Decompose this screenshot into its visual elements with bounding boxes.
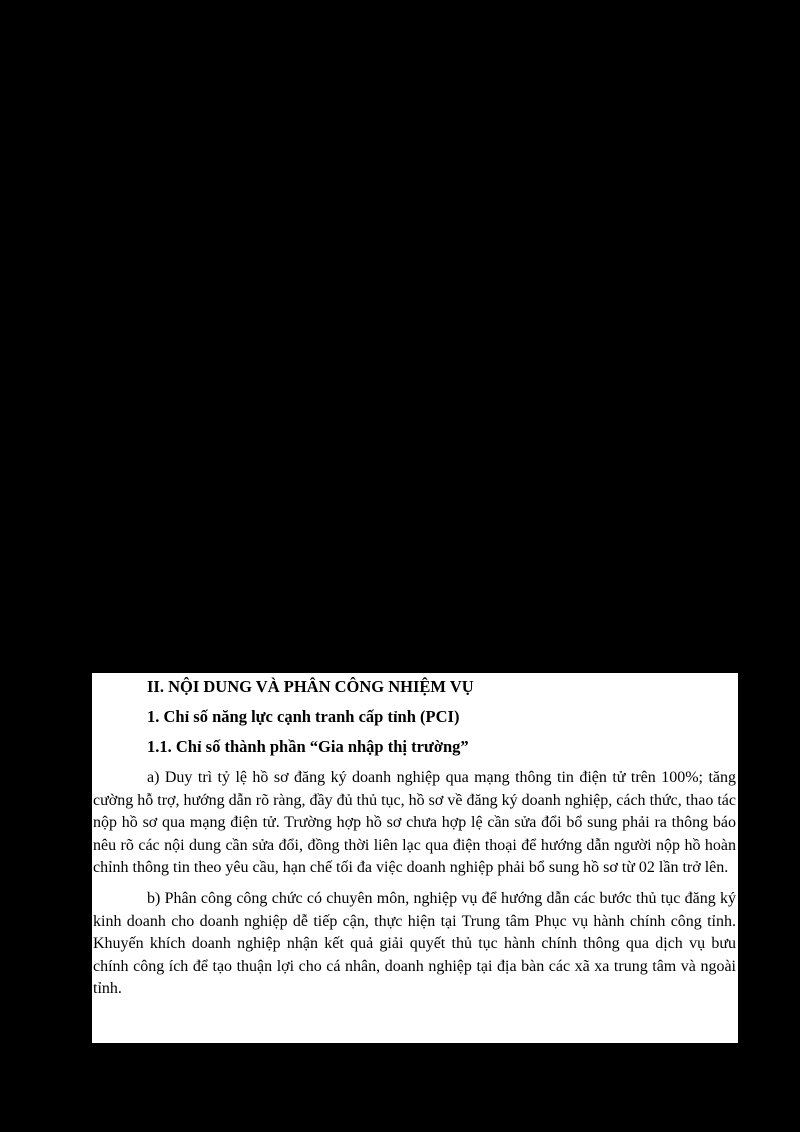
section-heading: II. NỘI DUNG VÀ PHÂN CÔNG NHIỆM VỤ bbox=[147, 677, 474, 696]
paragraph-b: b) Phân công công chức có chuyên môn, nghiệp vụ để hướng dẫn các bước thủ tục đăng ký kinh doanh cho doanh nghiệp dễ tiếp cận, thực hiện tại Trung tâm Phục vụ hành chính công tỉnh. Khuyến khích doanh nghiệp nhận kết quả giải quyết thủ tục hành chính thông qua dịch vụ bưu chính công ích để tạo thuận lợi cho cá nhân, doanh nghiệp tại địa bàn các xã xa trung tâm và ngoài tỉnh. bbox=[93, 889, 736, 998]
subsection-heading: 1. Chỉ số năng lực cạnh tranh cấp tỉnh (PCI) bbox=[147, 707, 460, 726]
document-excerpt bbox=[92, 673, 738, 1043]
paragraph-a: a) Duy trì tỷ lệ hồ sơ đăng ký doanh nghiệp qua mạng thông tin điện tử trên 100%; tăng cường hỗ trợ, hướng dẫn rõ ràng, đầy đủ thủ tục, hồ sơ về đăng ký doanh nghiệp, cách thức, thao tác nộp hồ sơ qua mạng điện tử. Trường hợp hồ sơ chưa hợp lệ cần sửa đổi bổ sung phải ra thông báo nêu rõ các nội dung cần sửa đổi, đồng thời liên lạc qua điện thoại để hướng dẫn người nộp hồ hoàn chỉnh thông tin theo yêu cầu, hạn chế tối đa việc doanh nghiệp phải bổ sung hồ sơ từ 02 lần trở lên. bbox=[93, 769, 736, 877]
subsubsection-heading: 1.1. Chỉ số thành phần “Gia nhập thị trường” bbox=[147, 737, 469, 756]
